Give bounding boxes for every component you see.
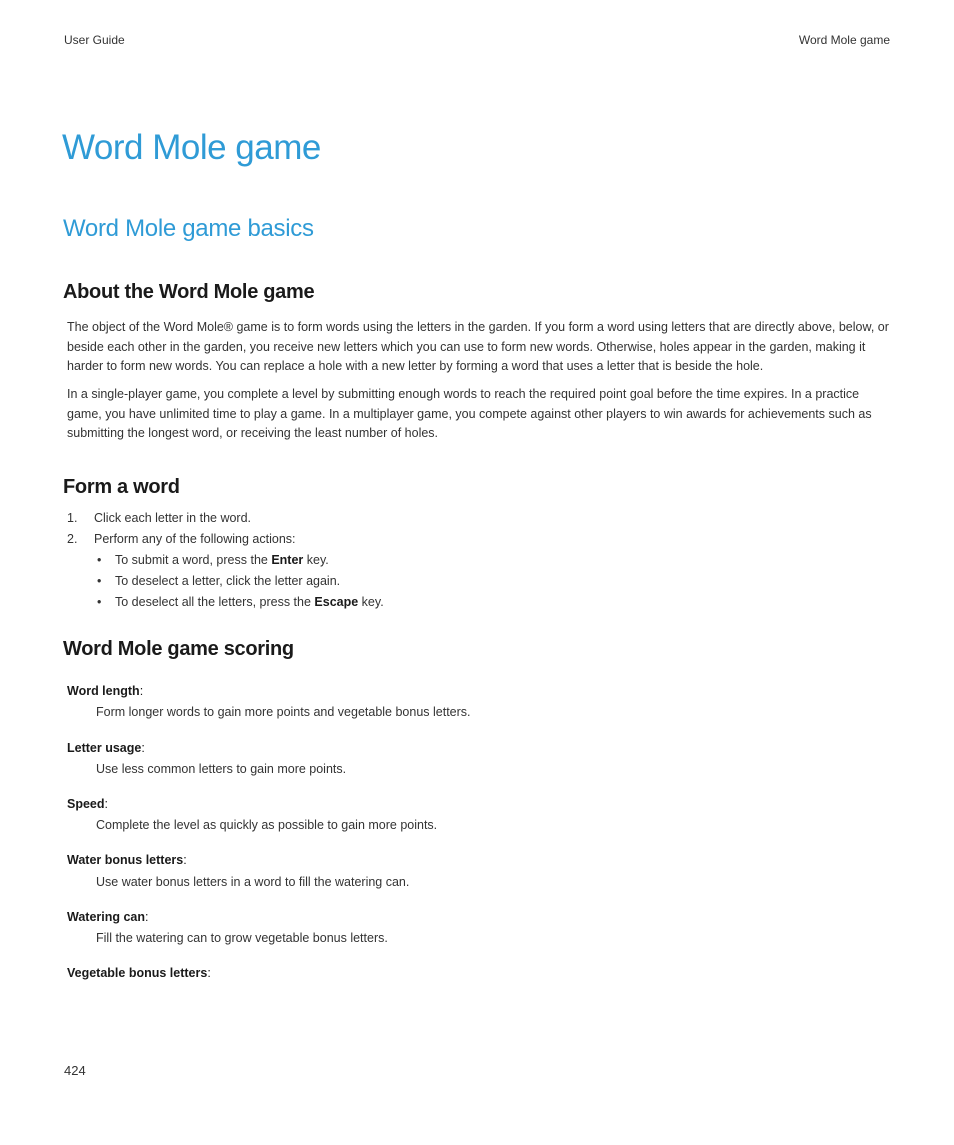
term-label: Letter usage bbox=[67, 741, 142, 755]
scoring-term bbox=[67, 966, 211, 980]
scoring-heading: Word Mole game scoring bbox=[63, 638, 294, 660]
scoring-term bbox=[67, 797, 108, 811]
scoring-definition: Use water bonus letters in a word to fill the watering can. bbox=[96, 875, 410, 889]
action-text: To submit a word, press the bbox=[115, 553, 272, 567]
step-text: Perform any of the following actions: bbox=[94, 532, 296, 546]
page-number: 424 bbox=[64, 1063, 86, 1078]
action-text: key. bbox=[303, 553, 329, 567]
action-text: To deselect a letter, click the letter again. bbox=[115, 574, 341, 588]
term-label: Vegetable bonus letters bbox=[67, 966, 208, 980]
term-colon: : bbox=[207, 966, 211, 980]
action-deselect-all bbox=[67, 592, 384, 613]
escape-key-label: Escape bbox=[314, 595, 359, 609]
scoring-term bbox=[67, 853, 187, 867]
term-label: Water bonus letters bbox=[67, 853, 184, 867]
step-1 bbox=[67, 508, 384, 529]
step-number: 2. bbox=[67, 532, 78, 546]
action-deselect-letter bbox=[67, 571, 384, 592]
running-header-right: Word Mole game bbox=[798, 33, 890, 47]
scoring-definition: Complete the level as quickly as possible to gain more points. bbox=[96, 818, 438, 832]
running-header-left: User Guide bbox=[64, 33, 125, 47]
term-colon: : bbox=[141, 741, 145, 755]
action-text: key. bbox=[358, 595, 384, 609]
bullet-icon: • bbox=[97, 574, 102, 588]
scoring-definition: Fill the watering can to grow vegetable bonus letters. bbox=[96, 931, 388, 945]
scoring-definition: Form longer words to gain more points and vegetable bonus letters. bbox=[96, 705, 471, 719]
step-2 bbox=[67, 529, 384, 550]
step-number: 1. bbox=[67, 511, 78, 525]
action-submit bbox=[67, 550, 384, 571]
form-word-heading: Form a word bbox=[63, 476, 180, 498]
term-label: Word length bbox=[67, 684, 140, 698]
about-paragraph-2: In a single-player game, you complete a level by submitting enough words to reach the required point goal before the time expires. In a practice game, you have unlimited time to play a game. In a multiplayer game, you compete against other players to win awards for achievements such as submitting the longest word, or receiving the least number of holes. bbox=[67, 387, 872, 440]
scoring-term bbox=[67, 741, 145, 755]
action-text: To deselect all the letters, press the bbox=[115, 595, 315, 609]
term-colon: : bbox=[104, 797, 108, 811]
about-heading: About the Word Mole game bbox=[63, 281, 315, 303]
term-colon: : bbox=[183, 853, 187, 867]
page-title: Word Mole game bbox=[62, 128, 321, 167]
step-text: Click each letter in the word. bbox=[94, 511, 252, 525]
term-label: Watering can bbox=[67, 910, 146, 924]
term-label: Speed bbox=[67, 797, 105, 811]
section-heading: Word Mole game basics bbox=[63, 215, 314, 242]
bullet-icon: • bbox=[97, 553, 102, 567]
form-word-steps bbox=[67, 508, 384, 613]
scoring-term bbox=[67, 684, 143, 698]
enter-key-label: Enter bbox=[271, 553, 304, 567]
scoring-definition: Use less common letters to gain more points. bbox=[96, 762, 347, 776]
about-paragraph-1: The object of the Word Mole® game is to form words using the letters in the garden. If you form a word using letters that are directly above, below, or beside each other in the garden, you receive new letters which you can use to form new words. Otherwise, holes appear in the garden, making it harder to form new words. You can replace a hole with a new letter by forming a word that uses a letter that is beside the hole. bbox=[67, 320, 889, 373]
term-colon: : bbox=[145, 910, 149, 924]
term-colon: : bbox=[139, 684, 144, 698]
bullet-icon: • bbox=[97, 595, 102, 609]
scoring-term bbox=[67, 910, 149, 924]
